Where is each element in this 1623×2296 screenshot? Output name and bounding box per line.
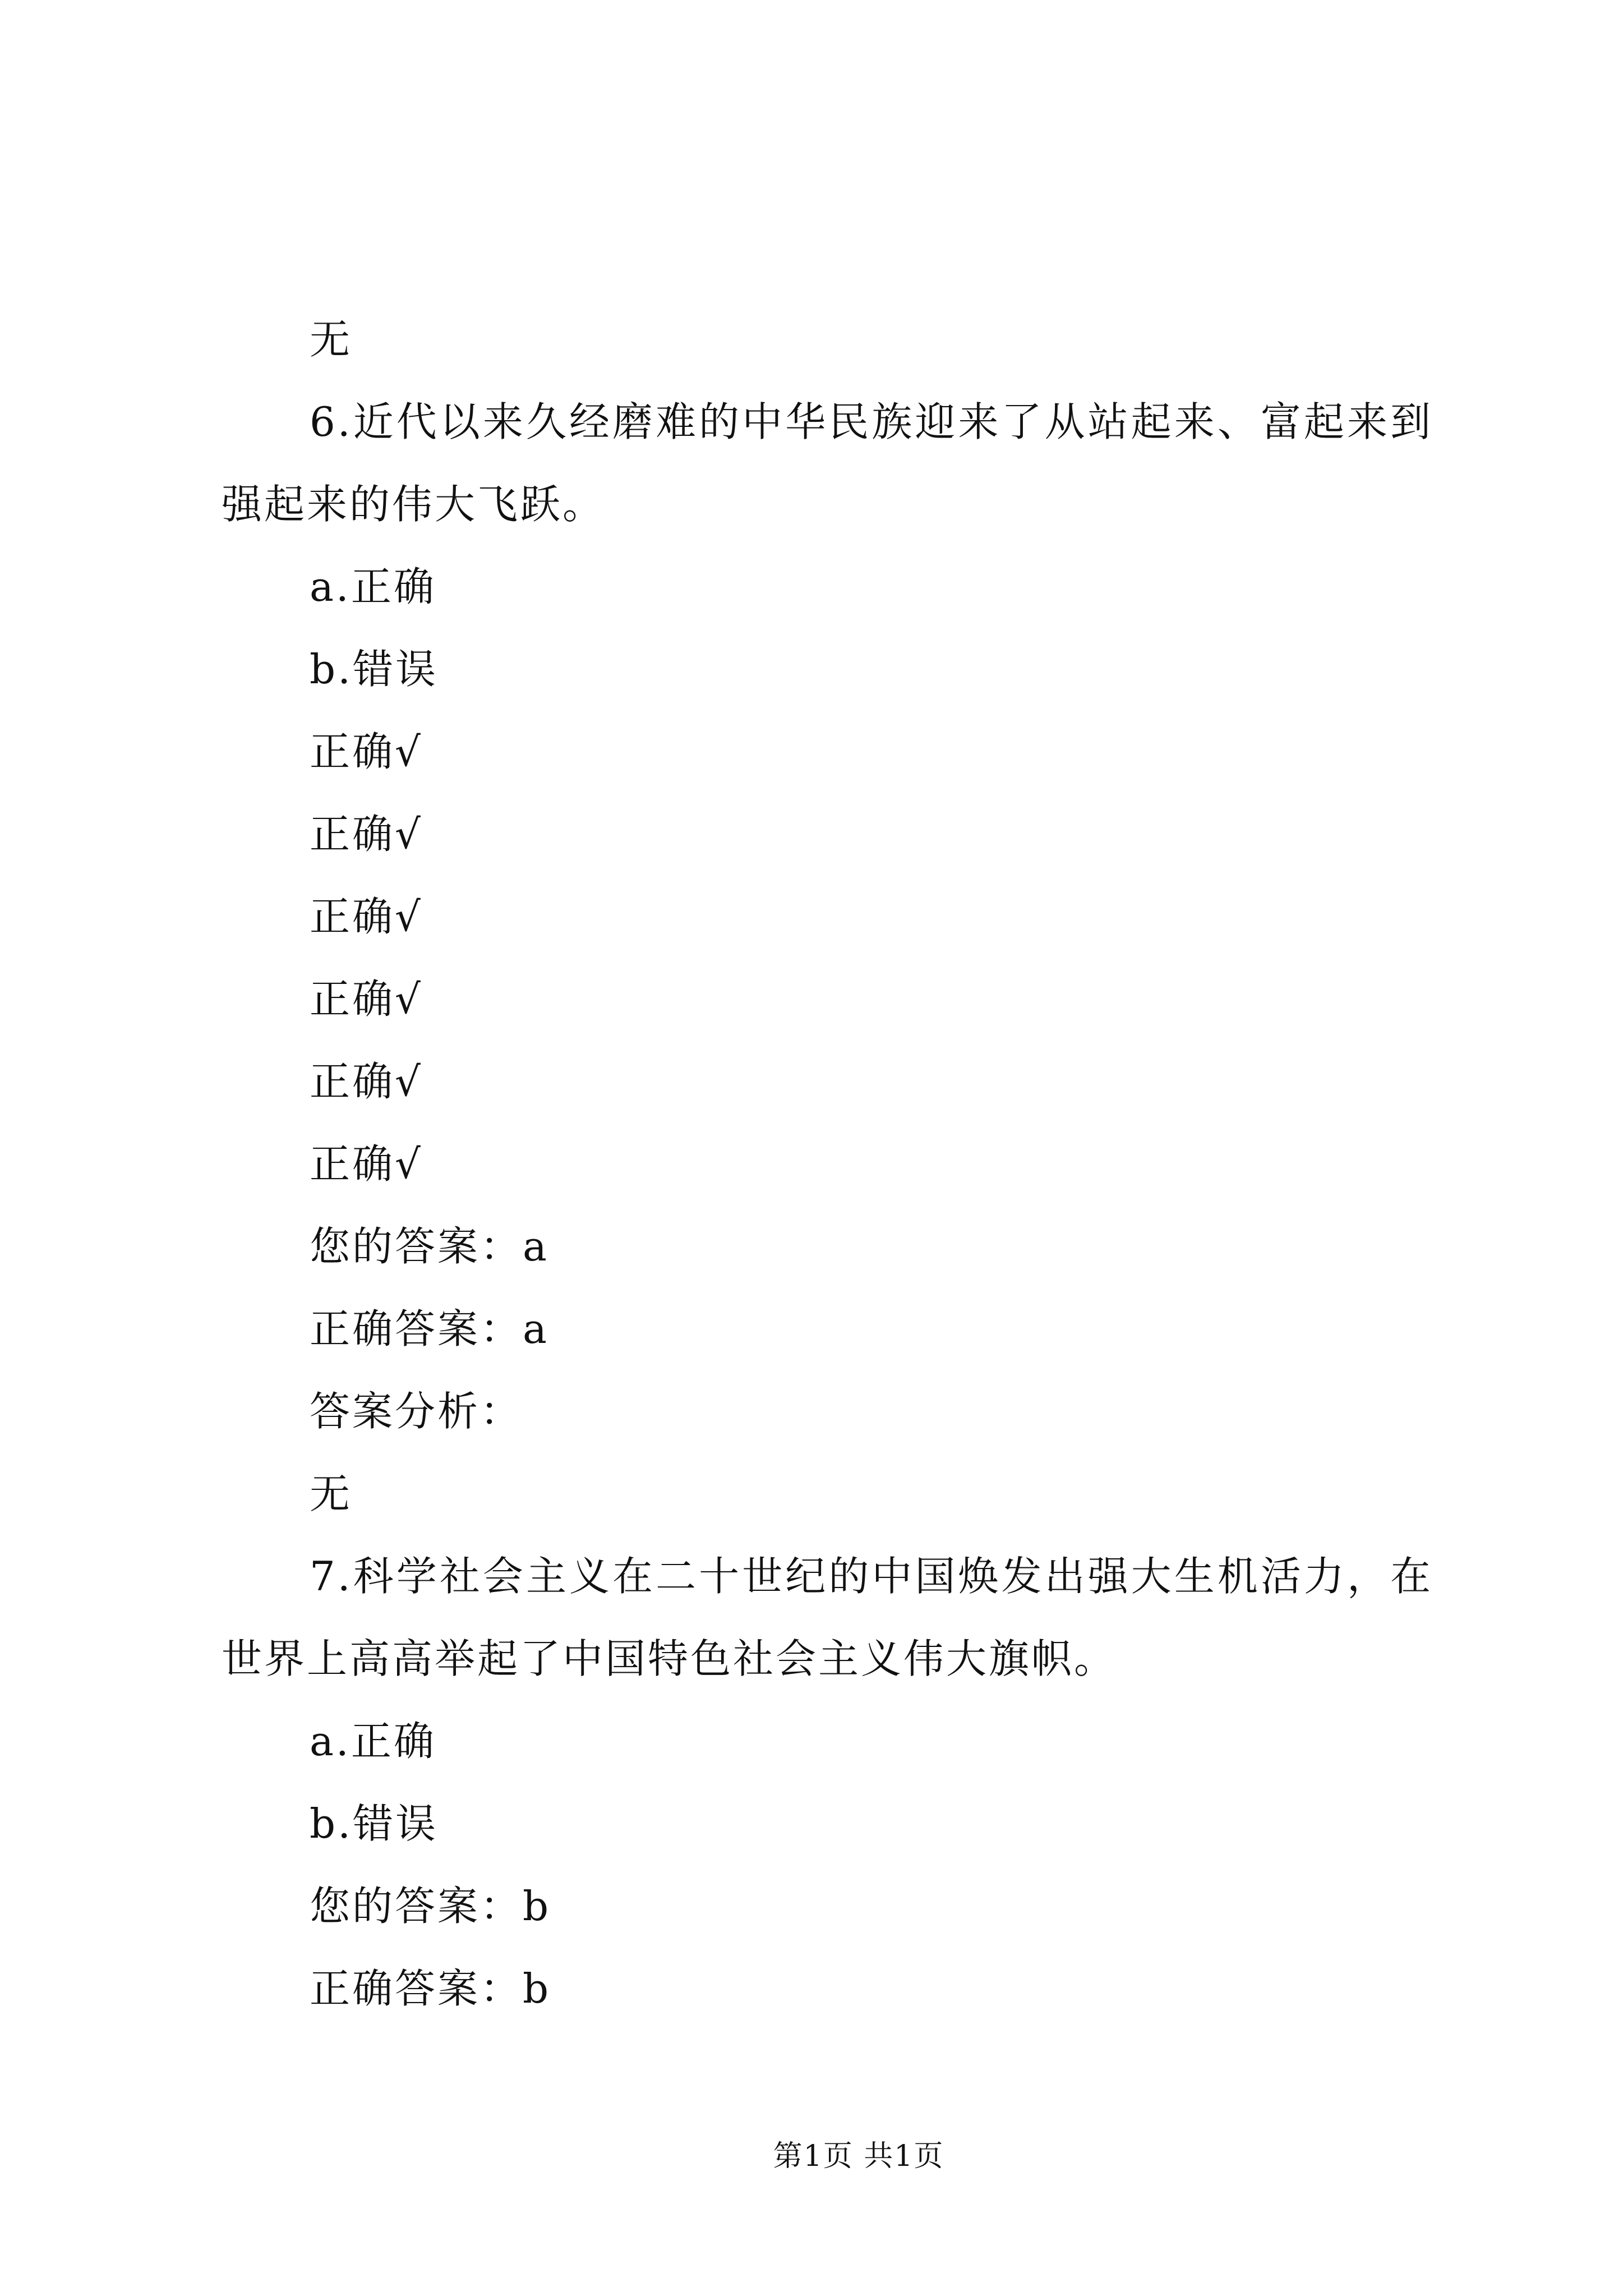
question-text: 6.近代以来久经磨难的中华民族迎来了从站起来、富起来到强起来的伟大飞跃。: [222, 398, 1433, 528]
correct-mark: 正确√: [310, 1058, 423, 1105]
correct-mark: 正确√: [310, 811, 423, 858]
question-6: [222, 381, 1433, 1535]
correct-mark: 正确√: [310, 893, 423, 940]
option-b: b.错误: [310, 646, 438, 693]
question-7: [222, 1535, 1433, 2030]
correct-answer-value: a: [523, 1305, 549, 1352]
correct-mark: 正确√: [310, 976, 423, 1023]
correct-answer-value: b: [523, 1965, 551, 2012]
your-answer: [222, 1205, 1433, 1288]
your-answer-label: 您的答案：: [310, 1223, 523, 1270]
correct-answer: [222, 1288, 1433, 1370]
page-footer: 第1页 共1页: [773, 2139, 944, 2173]
your-answer: [222, 1865, 1433, 1948]
document-body: [222, 298, 1433, 2030]
option-b: b.错误: [310, 1800, 438, 1847]
analysis-text: 无: [310, 1470, 353, 1517]
correct-answer-label: 正确答案：: [310, 1965, 523, 2012]
analysis-label: 答案分析：: [310, 1388, 523, 1435]
option-a: a.正确: [310, 1718, 436, 1765]
correct-answer: [222, 1948, 1433, 2030]
your-answer-value: a: [523, 1223, 549, 1270]
option-a: a.正确: [310, 563, 436, 610]
your-answer-label: 您的答案：: [310, 1883, 523, 1930]
your-answer-value: b: [523, 1883, 551, 1930]
correct-mark: 正确√: [310, 1140, 423, 1188]
correct-answer-label: 正确答案：: [310, 1305, 523, 1352]
previous-analysis-text: 无: [310, 316, 353, 363]
correct-mark: 正确√: [310, 728, 423, 775]
question-text: 7.科学社会主义在二十世纪的中国焕发出强大生机活力，在世界上高高举起了中国特色社会主义伟大旗帜。: [222, 1553, 1433, 1682]
